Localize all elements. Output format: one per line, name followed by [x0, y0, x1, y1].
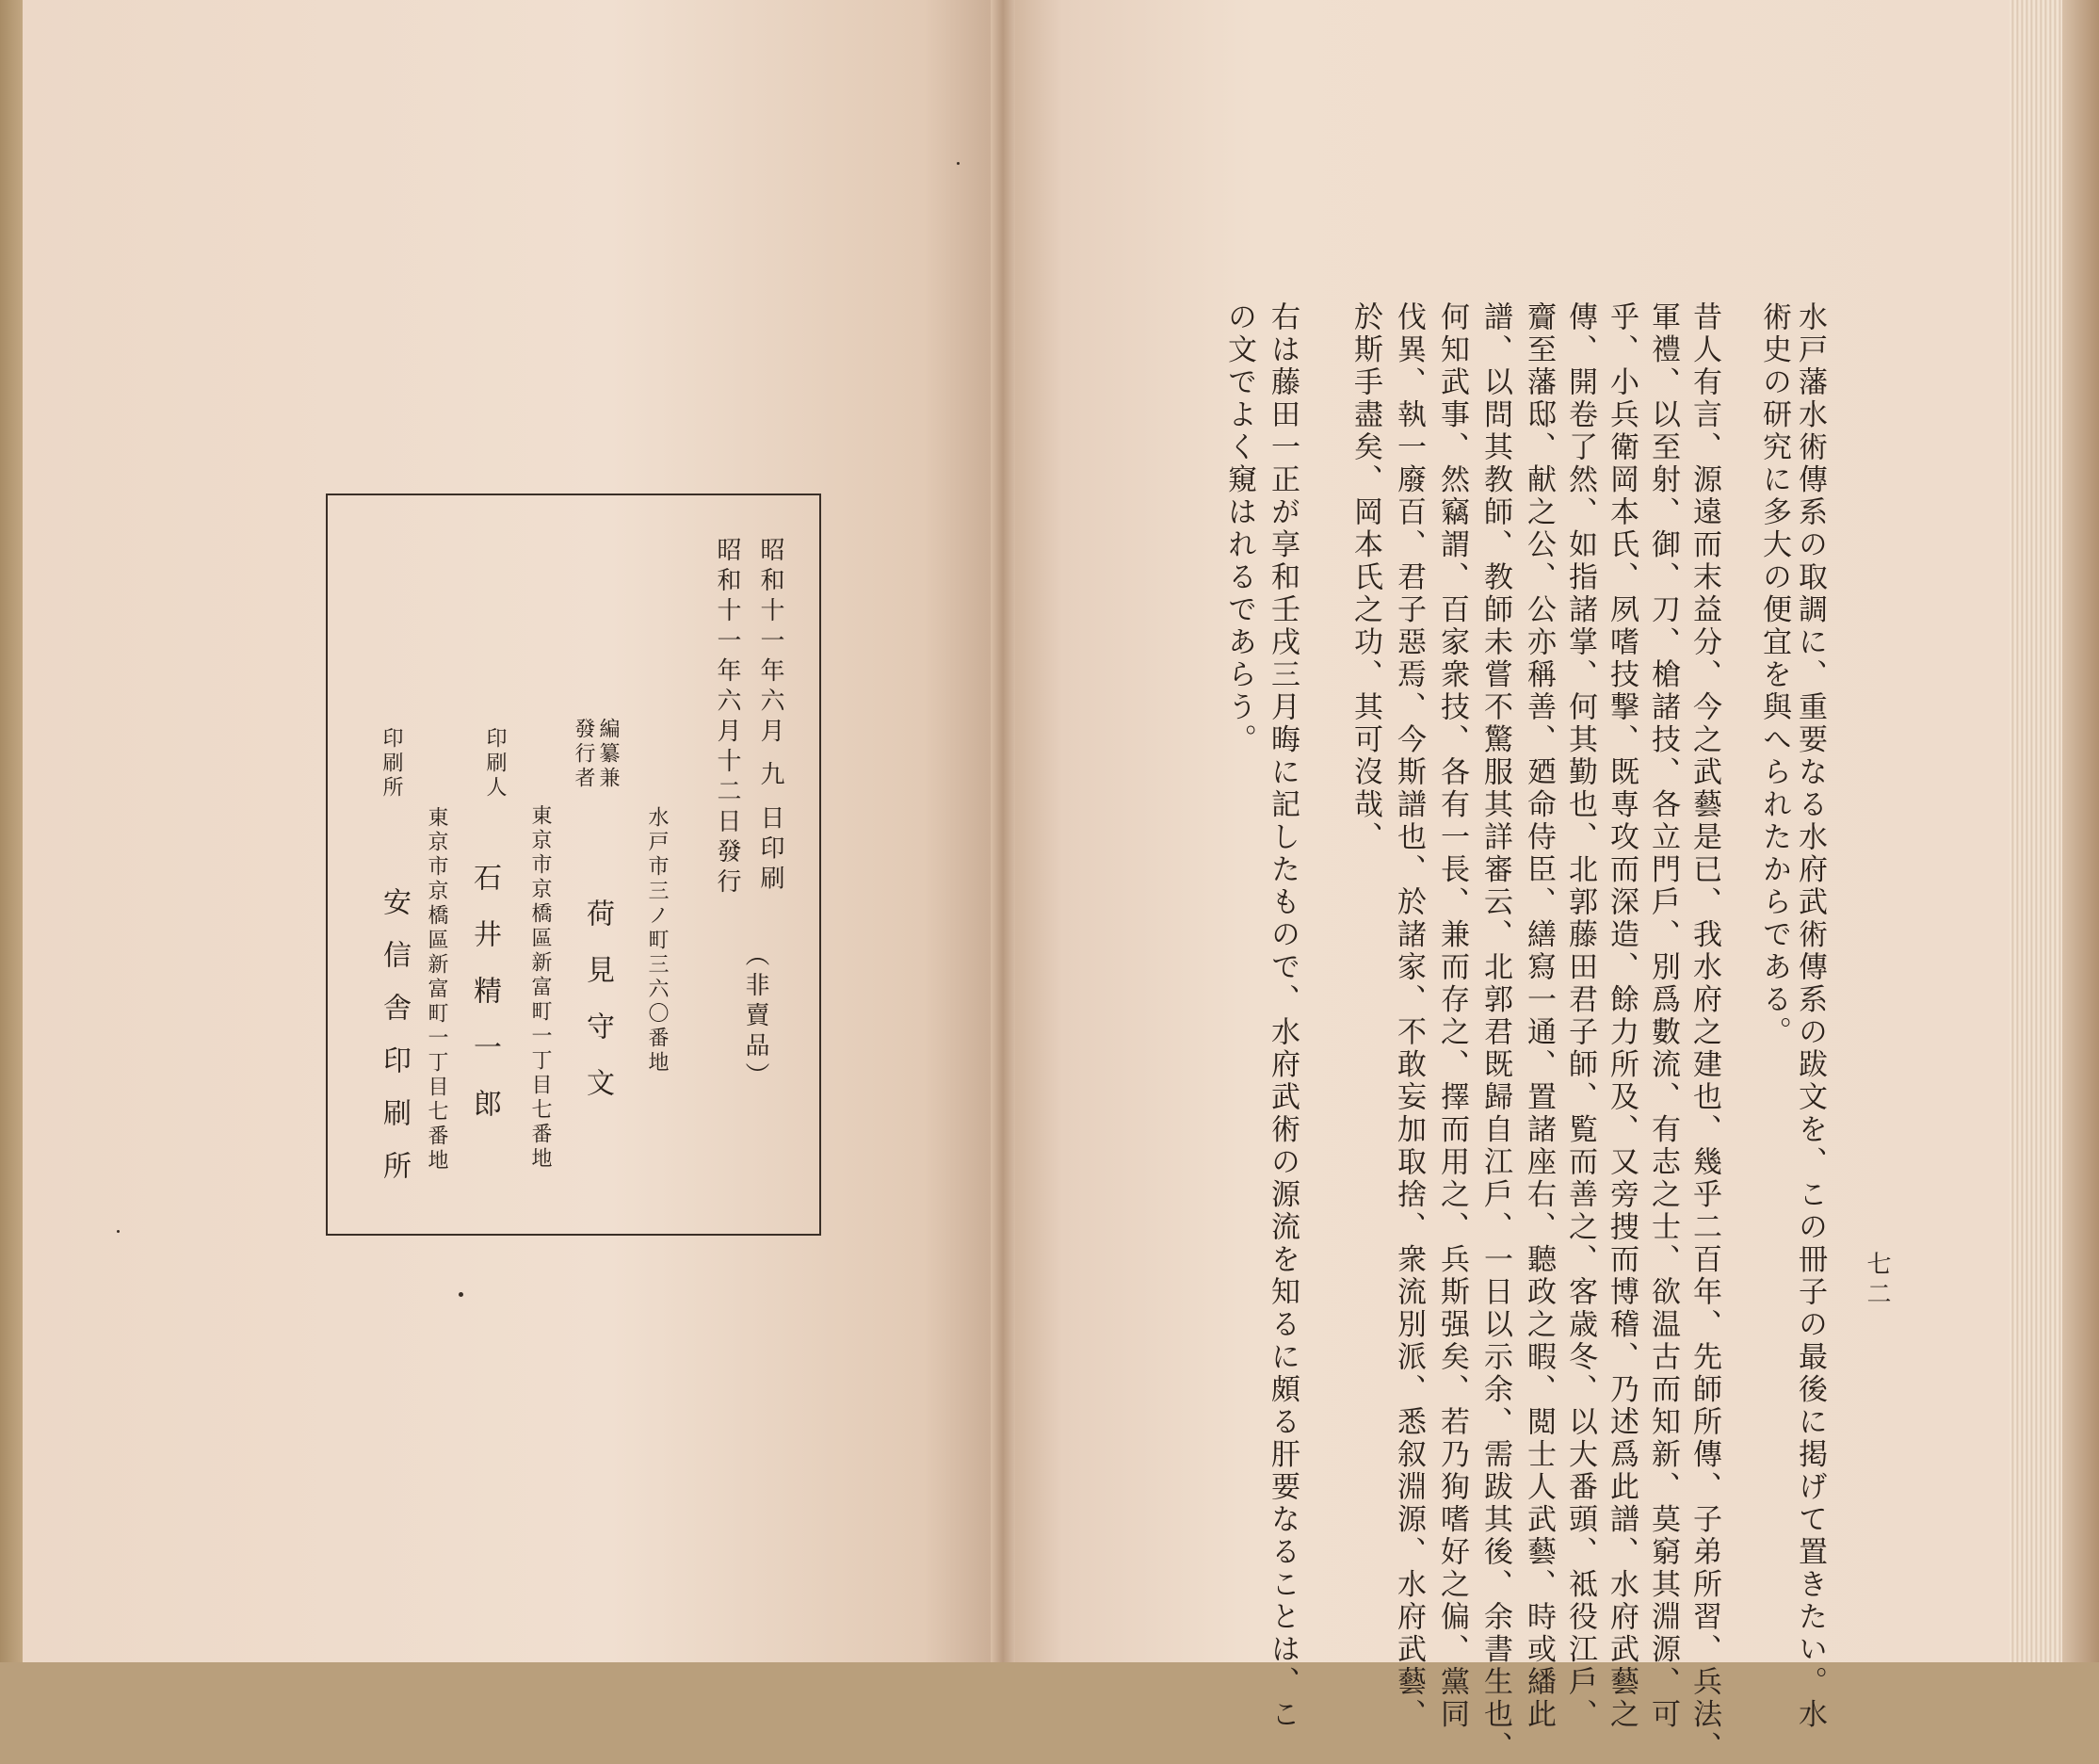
- body-column-8: 譜、以問其教師、教師未嘗不驚服其詳審云、北郭君既歸自江戶、一日以示余、需跋其後、余書生也、: [1478, 301, 1512, 1764]
- body-column-5: 乎、小兵衛岡本氏、夙嗜技撃、既専攻而深造、餘力所及、又旁捜而博稽、乃述爲此譜、水府武藝之: [1605, 301, 1639, 1731]
- body-column-7: 齎至藩邸、献之公、公亦稱善、廼命侍臣、繕寫一通、置諸座右、聽政之暇、閲士人武藝、時或繙此: [1522, 301, 1556, 1731]
- colophon-editor-name: 荷見守文: [581, 898, 614, 1125]
- body-column-2: 術史の研究に多大の便宜を與へられたからである。: [1757, 301, 1791, 1049]
- colophon-print-date: 昭和十一年六月 九 日印刷: [756, 537, 784, 896]
- colophon-not-for-sale: （非賣品）: [741, 942, 769, 1092]
- colophon-editor-address: 水戸市三ノ町三六〇番地: [645, 806, 669, 1076]
- colophon-press-name: 安信舎印刷所: [378, 887, 411, 1204]
- book-gutter: [991, 0, 1015, 1662]
- paper-speck: [459, 1292, 463, 1297]
- body-column-11: 於斯手盡矣、岡本氏之功、其可沒哉、: [1348, 301, 1382, 854]
- body-column-13: の文でよく窺はれるであらう。: [1222, 301, 1256, 756]
- colophon-printer-address: 東京市京橋區新富町一丁目七番地: [528, 804, 552, 1172]
- body-column-10: 伐異、執一廢百、君子惡焉、今斯譜也、於諸家、不敢妄加取捨、衆流別派、悉叙淵源、水府武藝、: [1392, 301, 1426, 1731]
- paper-speck: [957, 162, 960, 165]
- body-column-12: 右は藤田一正が享和壬戌三月晦に記したもので、水府武術の源流を知るに頗る肝要なることは、こ: [1266, 301, 1300, 1731]
- colophon-box: [326, 494, 821, 1236]
- body-column-4: 軍禮、以至射、御、刀、槍諸技、各立門戶、別爲數流、有志之士、欲温古而知新、莫窮其淵源、可: [1646, 301, 1680, 1731]
- body-column-9: 何知武事、然竊謂、百家衆技、各有一長、兼而存之、擇而用之、兵斯强矣、若乃狥嗜好之偏、黨同: [1435, 301, 1469, 1731]
- colophon-printer-label: 印刷人: [483, 727, 507, 801]
- colophon-press-label: 印刷所: [379, 727, 403, 801]
- body-column-1: 水戸藩水術傳系の取調に、重要なる水府武術傳系の跋文を、この冊子の最後に掲げて置きたい。水: [1793, 301, 1827, 1731]
- colophon-press-address: 東京市京橋區新富町一丁目七番地: [425, 806, 448, 1173]
- body-column-3: 昔人有言、源遠而末益分、今之武藝是已、我水府之建也、幾乎二百年、先師所傳、子弟所習、兵法、: [1687, 301, 1721, 1764]
- colophon-editor-label-line1: 編纂兼: [596, 718, 620, 791]
- back-cover-edge: [2062, 0, 2099, 1662]
- page-number: 七二: [1863, 1251, 1891, 1311]
- colophon-editor-label-line2: 發行者: [572, 718, 595, 791]
- body-column-6: 傳、開卷了然、如指諸掌、何其勤也、北郭藤田君子師、覧而善之、客歳冬、以大番頭、祗役江戶、: [1563, 301, 1597, 1731]
- colophon-printer-name: 石井精一郎: [468, 863, 501, 1145]
- colophon-publish-date: 昭和十一年六月十二日發行: [713, 537, 741, 898]
- paper-speck: [117, 1230, 120, 1233]
